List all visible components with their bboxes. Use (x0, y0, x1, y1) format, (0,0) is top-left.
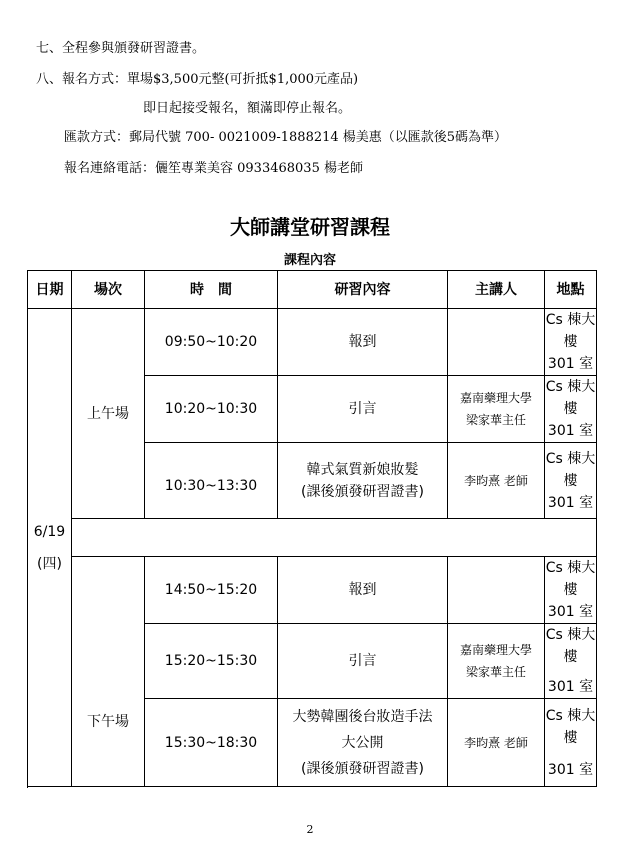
time-cell: 10:30~13:30 (145, 443, 278, 519)
break-cell (72, 519, 597, 557)
content-cell (278, 699, 448, 787)
location-line: Cs 棟大樓 (545, 627, 596, 665)
date-value: 6/19 (33, 523, 66, 540)
speaker-cell: 李昀熹 老師 (448, 699, 545, 787)
page-title: 大師講堂研習課程 (230, 215, 390, 239)
header-time: 時 間 (145, 271, 278, 309)
table-row (28, 557, 597, 624)
speaker-name: 梁家華主任 (465, 413, 526, 427)
location-room: 301 室 (547, 423, 594, 439)
header-content: 研習內容 (278, 271, 448, 309)
location-room: 301 室 (547, 604, 594, 620)
page-number: 2 (306, 823, 314, 836)
content-note: (課後頒發研習證書) (301, 483, 424, 500)
content-cell: 引言 (278, 624, 448, 699)
content-note: (課後頒發研習證書) (301, 760, 424, 777)
speaker-cell: 李昀熹 老師 (448, 443, 545, 519)
contact-info: 報名連絡電話：儷笙專業美容 0933468035 楊老師 (64, 161, 363, 176)
table-row (28, 309, 597, 376)
location-cell (545, 376, 597, 443)
session-afternoon: 下午場 (72, 557, 145, 787)
date-cell (28, 309, 72, 787)
section-subtitle: 課程內容 (283, 253, 336, 268)
item-8: 八、報名方式：單場$3,500元整(可折抵$1,000元產品) (36, 72, 359, 87)
table-header-row (28, 271, 597, 309)
item-8-note: 即日起接受報名，額滿即停止報名。 (143, 101, 352, 116)
content-cell: 報到 (278, 557, 448, 624)
content-cell (278, 443, 448, 519)
location-line: Cs 棟大樓 (545, 560, 596, 598)
session-morning: 上午場 (72, 309, 145, 519)
speaker-affiliation: 嘉南藥理大學 (459, 643, 532, 657)
speaker-affiliation: 嘉南藥理大學 (459, 391, 532, 405)
header-session: 場次 (72, 271, 145, 309)
location-cell (545, 557, 597, 624)
speaker-cell (448, 557, 545, 624)
time-cell: 15:20~15:30 (145, 624, 278, 699)
time-cell: 10:20~10:30 (145, 376, 278, 443)
content-cell: 報到 (278, 309, 448, 376)
location-room: 301 室 (547, 356, 594, 372)
location-room: 301 室 (547, 761, 594, 778)
header-location: 地點 (545, 271, 597, 309)
speaker-cell (448, 376, 545, 443)
weekday-value: (四) (37, 555, 62, 572)
location-room: 301 室 (547, 494, 594, 511)
time-cell: 09:50~10:20 (145, 309, 278, 376)
speaker-cell (448, 624, 545, 699)
break-row (28, 519, 597, 557)
content-line: 大勢韓團後台妝造手法 (292, 708, 433, 725)
remittance-info: 匯款方式：郵局代號 700- 0021009-1888214 楊美惠（以匯款後5碼為準） (64, 130, 508, 145)
schedule-table (27, 270, 597, 787)
location-cell (545, 624, 597, 699)
location-line: Cs 棟大樓 (545, 450, 596, 489)
location-cell (545, 699, 597, 787)
time-cell: 14:50~15:20 (145, 557, 278, 624)
location-line: Cs 棟大樓 (545, 312, 596, 350)
location-line: Cs 棟大樓 (545, 707, 596, 746)
content-line-2: 大公開 (341, 734, 384, 751)
content-line: 韓式氣質新娘妝髮 (306, 461, 419, 478)
header-date: 日期 (28, 271, 72, 309)
location-cell (545, 443, 597, 519)
location-line: Cs 棟大樓 (545, 379, 596, 417)
content-cell: 引言 (278, 376, 448, 443)
item-7: 七、全程參與頒發研習證書。 (36, 41, 206, 56)
speaker-name: 梁家華主任 (465, 665, 526, 679)
header-speaker: 主講人 (448, 271, 545, 309)
location-cell (545, 309, 597, 376)
speaker-cell (448, 309, 545, 376)
location-room: 301 室 (547, 679, 594, 695)
time-cell: 15:30~18:30 (145, 699, 278, 787)
